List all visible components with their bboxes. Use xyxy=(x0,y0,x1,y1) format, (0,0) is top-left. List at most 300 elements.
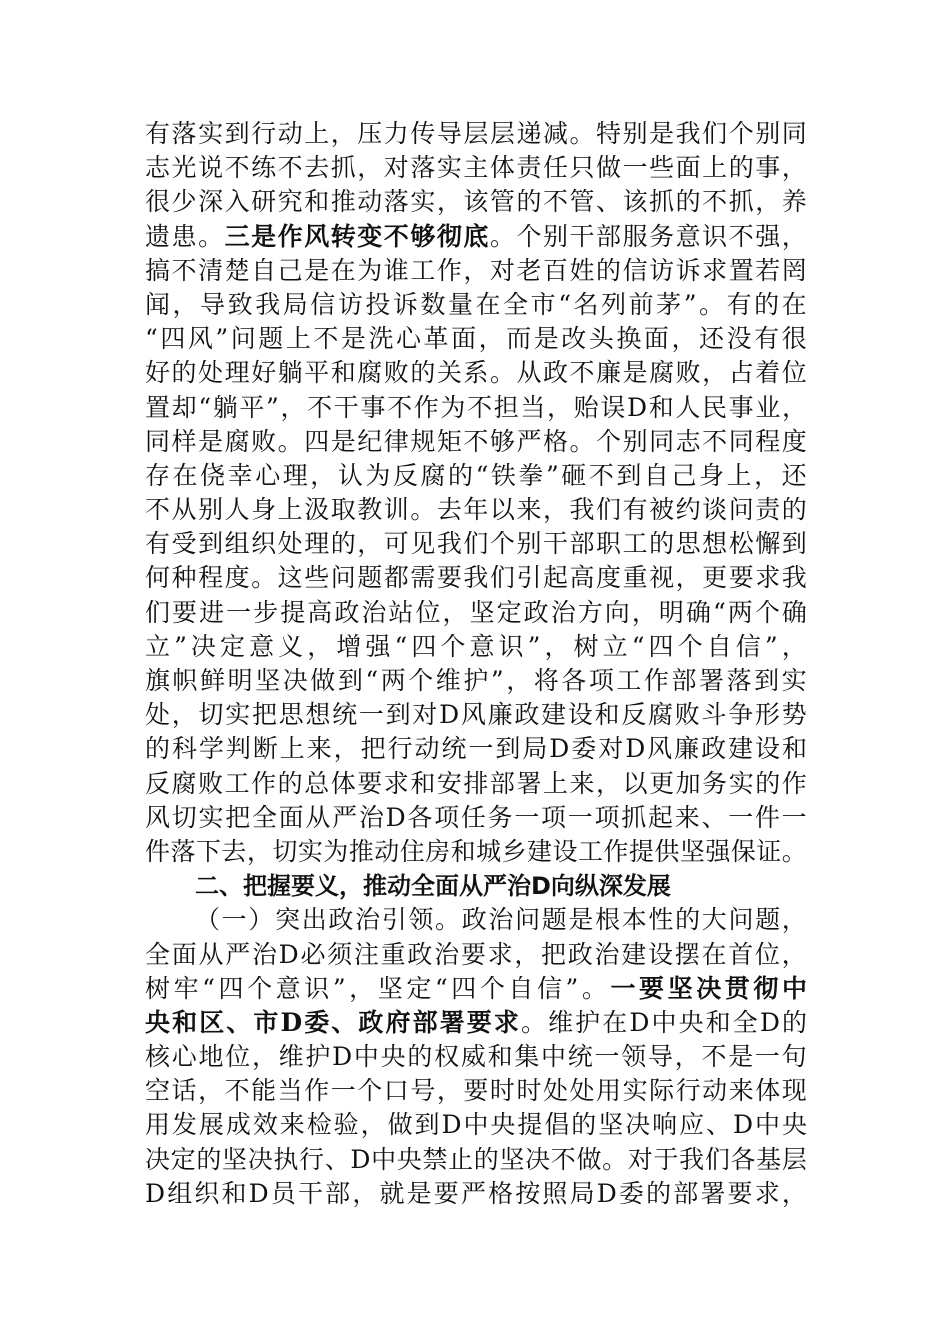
glyph: 鲜 xyxy=(200,666,226,695)
glyph: 和 xyxy=(450,836,476,866)
glyph: 从 xyxy=(305,802,331,832)
glyph: 着 xyxy=(755,358,781,388)
glyph: 动 xyxy=(277,119,303,148)
glyph: 我 xyxy=(675,119,701,148)
glyph: “ xyxy=(712,597,726,627)
glyph: 一 xyxy=(468,734,494,764)
glyph: ， xyxy=(360,1110,386,1140)
glyph: 彻 xyxy=(753,973,779,1003)
glyph: 来 xyxy=(728,1076,754,1106)
glyph: 人 xyxy=(224,495,250,525)
glyph: 核 xyxy=(145,1042,171,1072)
glyph: 是 xyxy=(340,324,366,354)
glyph: 将 xyxy=(533,666,559,695)
glyph: 意 xyxy=(469,631,495,661)
glyph: 位 xyxy=(225,1042,251,1072)
glyph: 别 xyxy=(755,119,781,148)
glyph: 政 xyxy=(523,597,549,627)
glyph: 切 xyxy=(272,836,298,866)
glyph: 做 xyxy=(387,1110,413,1140)
glyph: 样 xyxy=(171,426,197,456)
glyph: D xyxy=(385,802,406,832)
text-line xyxy=(145,254,807,288)
glyph: 口 xyxy=(383,1076,409,1106)
glyph: 的 xyxy=(407,1042,433,1072)
glyph: 各 xyxy=(730,1144,756,1174)
glyph: 幸 xyxy=(227,460,253,490)
glyph: 置 xyxy=(145,392,171,422)
glyph: 句 xyxy=(781,1042,807,1072)
glyph: 。 xyxy=(569,119,595,148)
glyph: ， xyxy=(436,1076,462,1106)
glyph: 认 xyxy=(337,460,363,490)
glyph: 署 xyxy=(439,1007,465,1037)
glyph: 不 xyxy=(542,187,568,217)
glyph: 体 xyxy=(489,153,515,183)
glyph: 部 xyxy=(569,529,595,559)
glyph: 央 xyxy=(781,1110,807,1140)
glyph: 躺 xyxy=(212,392,238,422)
glyph: 还 xyxy=(699,324,725,354)
glyph: 严 xyxy=(225,939,251,969)
glyph: 人 xyxy=(675,392,701,422)
glyph: 决 xyxy=(625,1110,651,1140)
glyph: ， xyxy=(514,939,540,969)
glyph: ， xyxy=(330,119,356,148)
glyph: ， xyxy=(781,939,807,969)
glyph: 败 xyxy=(675,358,701,388)
glyph: 落 xyxy=(410,153,436,183)
glyph: 提 xyxy=(628,836,654,866)
glyph: 罔 xyxy=(781,255,807,285)
glyph: 关 xyxy=(436,358,462,388)
glyph: 性 xyxy=(648,905,674,935)
glyph: 保 xyxy=(730,836,756,866)
glyph: 导 xyxy=(647,1042,673,1072)
glyph: 我 xyxy=(436,529,462,559)
glyph: 的 xyxy=(516,187,542,217)
glyph: 局 xyxy=(569,1178,595,1208)
glyph: 意 xyxy=(275,973,301,1003)
glyph: 明 xyxy=(658,597,684,627)
glyph: 个 xyxy=(440,631,466,661)
glyph: 都 xyxy=(383,563,409,593)
glyph: 斗 xyxy=(701,700,727,730)
glyph: 实 xyxy=(225,700,251,730)
glyph: 干 xyxy=(298,1178,324,1208)
glyph: 导 xyxy=(200,289,226,319)
glyph: 和 xyxy=(781,734,807,764)
glyph: 懈 xyxy=(755,529,781,559)
glyph: 层 xyxy=(781,1144,807,1174)
glyph: 各 xyxy=(561,666,587,695)
glyph: ， xyxy=(251,1042,277,1072)
glyph: 要 xyxy=(172,597,198,627)
glyph: 务 xyxy=(649,221,675,251)
glyph: 实 xyxy=(410,187,436,217)
glyph: 系 xyxy=(463,358,489,388)
glyph: 求 xyxy=(755,563,781,593)
glyph: 建 xyxy=(621,939,647,969)
glyph: 组 xyxy=(224,529,250,559)
glyph: 不 xyxy=(383,221,409,251)
glyph: 向 xyxy=(604,597,630,627)
glyph: 却 xyxy=(171,392,197,422)
glyph: 治 xyxy=(355,905,381,935)
glyph: “ xyxy=(198,392,212,422)
glyph: 建 xyxy=(527,836,553,866)
glyph: 实 xyxy=(728,768,754,798)
glyph: 是 xyxy=(304,255,330,285)
glyph: 转 xyxy=(330,221,356,251)
glyph: 起 xyxy=(542,563,568,593)
glyph: D xyxy=(627,392,648,422)
text-line xyxy=(145,391,807,425)
glyph: 作 xyxy=(251,768,277,798)
glyph: 在 xyxy=(602,1007,628,1037)
glyph: ， xyxy=(478,324,504,354)
glyph: 到 xyxy=(781,529,807,559)
glyph: ， xyxy=(631,597,657,627)
glyph: 和 xyxy=(705,1007,731,1037)
glyph: 各 xyxy=(407,802,433,832)
glyph: 四 xyxy=(304,426,330,456)
glyph: D xyxy=(733,1110,754,1140)
glyph: 坚 xyxy=(222,1144,248,1174)
glyph: 用 xyxy=(596,1076,622,1106)
glyph: 责 xyxy=(516,153,542,183)
glyph: 立 xyxy=(145,631,171,661)
text-line xyxy=(145,732,807,766)
glyph: 实 xyxy=(781,666,807,695)
glyph: 训 xyxy=(383,495,409,525)
glyph: 能 xyxy=(251,1076,277,1106)
glyph: 步 xyxy=(253,597,279,627)
glyph: 要 xyxy=(466,1007,492,1037)
glyph: 织 xyxy=(251,529,277,559)
glyph: 进 xyxy=(199,597,225,627)
glyph: 部 xyxy=(671,666,697,695)
glyph: 部 xyxy=(596,221,622,251)
text-line xyxy=(145,185,807,219)
glyph: ” xyxy=(490,666,504,695)
glyph: 强 xyxy=(365,631,391,661)
glyph: ， xyxy=(171,700,197,730)
glyph: 。 xyxy=(489,221,515,251)
glyph: 理 xyxy=(224,358,250,388)
glyph: ， xyxy=(671,324,697,354)
glyph: 心 xyxy=(255,460,281,490)
glyph: 政 xyxy=(567,939,593,969)
glyph: 治 xyxy=(434,939,460,969)
glyph: 统 xyxy=(567,1042,593,1072)
glyph: 、 xyxy=(226,1007,252,1037)
text-line xyxy=(145,356,807,390)
glyph: 百 xyxy=(542,255,568,285)
glyph: 的 xyxy=(755,768,781,798)
glyph: 谈 xyxy=(702,495,728,525)
glyph: 重 xyxy=(622,563,648,593)
glyph: 别 xyxy=(542,221,568,251)
glyph: 腐 xyxy=(420,460,446,490)
glyph: 委 xyxy=(571,734,597,764)
glyph: 遗 xyxy=(145,221,171,251)
glyph: ， xyxy=(542,495,568,525)
glyph: 项 xyxy=(541,802,567,832)
glyph: 只 xyxy=(569,153,595,183)
glyph: 反 xyxy=(621,700,647,730)
glyph: 两 xyxy=(727,597,753,627)
glyph: 动 xyxy=(357,187,383,217)
glyph: ， xyxy=(506,666,532,695)
glyph: 心 xyxy=(171,1042,197,1072)
glyph: 务 xyxy=(702,768,728,798)
glyph: 不 xyxy=(702,187,728,217)
text-line xyxy=(145,972,807,1006)
glyph: 己 xyxy=(671,460,697,490)
glyph: 很 xyxy=(781,324,807,354)
glyph: 工 xyxy=(622,529,648,559)
glyph: 三 xyxy=(224,221,250,251)
glyph: 们 xyxy=(702,119,728,148)
glyph: 是 xyxy=(649,119,675,148)
glyph: 政 xyxy=(328,905,354,935)
glyph: 受 xyxy=(171,529,197,559)
text-line xyxy=(145,220,807,254)
glyph: 去 xyxy=(436,495,462,525)
glyph: 廉 xyxy=(674,734,700,764)
glyph: 民 xyxy=(702,392,728,422)
glyph: 不 xyxy=(467,392,493,422)
glyph: ， xyxy=(172,289,198,319)
glyph: 工 xyxy=(577,836,603,866)
glyph: 坚 xyxy=(499,1144,525,1174)
glyph: 面 xyxy=(278,802,304,832)
glyph: 落 xyxy=(726,666,752,695)
glyph: 从 xyxy=(516,358,542,388)
glyph: 空 xyxy=(145,1076,171,1106)
glyph: 明 xyxy=(227,666,253,695)
glyph: 乡 xyxy=(501,836,527,866)
glyph: 的 xyxy=(410,358,436,388)
paragraph-problems xyxy=(145,117,807,869)
glyph: 面 xyxy=(675,153,701,183)
glyph: 定 xyxy=(406,973,432,1003)
glyph: 信 xyxy=(536,973,562,1003)
glyph: 护 xyxy=(463,666,489,695)
glyph: ” xyxy=(683,289,697,319)
glyph: 规 xyxy=(410,426,436,456)
glyph: 一 xyxy=(330,1076,356,1106)
glyph: 松 xyxy=(728,529,754,559)
glyph: D xyxy=(278,939,299,969)
glyph: 作 xyxy=(603,836,629,866)
glyph: 拳 xyxy=(518,460,544,490)
glyph: 做 xyxy=(576,1144,602,1174)
glyph: 究 xyxy=(277,187,303,217)
glyph: 列 xyxy=(601,289,627,319)
glyph: 下 xyxy=(195,836,221,866)
glyph: 可 xyxy=(383,529,409,559)
glyph: 话 xyxy=(171,1076,197,1106)
glyph: 到 xyxy=(337,666,363,695)
glyph: 有 xyxy=(145,529,171,559)
glyph: 来 xyxy=(674,802,700,832)
glyph: 信 xyxy=(735,631,761,661)
glyph: 部 xyxy=(673,1178,699,1208)
glyph: 的 xyxy=(330,529,356,559)
glyph: 本 xyxy=(621,905,647,935)
glyph: “ xyxy=(202,973,215,1003)
glyph: ， xyxy=(352,1178,378,1208)
glyph: 事 xyxy=(755,153,781,183)
glyph: ， xyxy=(349,973,375,1003)
glyph: 四 xyxy=(451,973,477,1003)
glyph: 抓 xyxy=(728,187,754,217)
glyph: 想 xyxy=(305,700,331,730)
glyph: 不 xyxy=(387,392,413,422)
glyph: 决 xyxy=(247,1144,273,1174)
glyph: 号 xyxy=(410,1076,436,1106)
glyph: 设 xyxy=(552,836,578,866)
glyph: 信 xyxy=(622,255,648,285)
glyph: 砸 xyxy=(561,460,587,490)
glyph: 干 xyxy=(333,392,359,422)
glyph: 。 xyxy=(435,905,461,935)
glyph: 用 xyxy=(145,1110,171,1140)
glyph: 题 xyxy=(258,324,284,354)
glyph: 决 xyxy=(282,666,308,695)
glyph: 引 xyxy=(516,563,542,593)
glyph: 。 xyxy=(251,563,277,593)
glyph: 以 xyxy=(622,768,648,798)
glyph: 止 xyxy=(448,1144,474,1174)
glyph: 检 xyxy=(306,1110,332,1140)
glyph: 到 xyxy=(495,734,521,764)
glyph: 位 xyxy=(754,939,780,969)
glyph: 四 xyxy=(648,631,674,661)
glyph: 深 xyxy=(198,187,224,217)
glyph: 志 xyxy=(675,426,701,456)
glyph: 实 xyxy=(622,1076,648,1106)
glyph: D xyxy=(625,734,646,764)
glyph: 需 xyxy=(410,563,436,593)
glyph: 没 xyxy=(726,324,752,354)
glyph: 确 xyxy=(685,597,711,627)
glyph: 矩 xyxy=(436,426,462,456)
glyph: ， xyxy=(198,1076,224,1106)
glyph: “ xyxy=(365,666,379,695)
glyph: ， xyxy=(333,734,359,764)
glyph: 反 xyxy=(145,768,171,798)
glyph: 时 xyxy=(516,1076,542,1106)
glyph: 护 xyxy=(305,1042,331,1072)
glyph: 来 xyxy=(279,1110,305,1140)
glyph: 干 xyxy=(542,529,568,559)
glyph: 作 xyxy=(277,221,303,251)
glyph: 严 xyxy=(332,802,358,832)
glyph: 减 xyxy=(542,119,568,148)
glyph: 何 xyxy=(145,563,171,593)
glyph: 们 xyxy=(489,563,515,593)
document-page xyxy=(145,117,807,1211)
glyph: 政 xyxy=(407,939,433,969)
glyph: 禁 xyxy=(422,1144,448,1174)
glyph: 志 xyxy=(145,153,171,183)
glyph: 一 xyxy=(781,802,807,832)
glyph: 落 xyxy=(383,187,409,217)
text-line xyxy=(145,938,807,972)
glyph: 和 xyxy=(410,768,436,798)
glyph: D xyxy=(280,1007,303,1037)
glyph: 排 xyxy=(463,768,489,798)
glyph: 特 xyxy=(596,119,622,148)
glyph: 上 xyxy=(542,768,568,798)
glyph: 对 xyxy=(627,1144,653,1174)
glyph: 发 xyxy=(171,1110,197,1140)
glyph: 到 xyxy=(616,460,642,490)
glyph: 到 xyxy=(414,1110,440,1140)
glyph: 切 xyxy=(171,802,197,832)
glyph: 断 xyxy=(252,734,278,764)
glyph: 决 xyxy=(525,1144,551,1174)
glyph: 一 xyxy=(610,973,636,1003)
glyph: 件 xyxy=(145,836,171,866)
glyph: 行 xyxy=(299,1144,325,1174)
glyph: D xyxy=(549,734,570,764)
glyph: 格 xyxy=(488,1178,514,1208)
text-line xyxy=(145,767,807,801)
glyph: 而 xyxy=(506,324,532,354)
glyph: D xyxy=(145,1178,166,1208)
glyph: 问 xyxy=(515,905,541,935)
glyph: 服 xyxy=(622,221,648,251)
glyph: 出 xyxy=(301,905,327,935)
glyph: 求 xyxy=(493,1007,519,1037)
glyph: 统 xyxy=(441,734,467,764)
glyph: 铁 xyxy=(490,460,516,490)
glyph: 头 xyxy=(588,324,614,354)
glyph: 科 xyxy=(171,734,197,764)
glyph: 自 xyxy=(251,255,277,285)
glyph: 帜 xyxy=(172,666,198,695)
glyph: 度 xyxy=(781,426,807,456)
glyph: 治 xyxy=(361,597,387,627)
glyph: 在 xyxy=(172,460,198,490)
glyph: 面 xyxy=(451,324,477,354)
glyph: 有 xyxy=(754,324,780,354)
glyph: 决 xyxy=(190,631,216,661)
glyph: 要 xyxy=(436,563,462,593)
glyph: 部 xyxy=(412,1007,438,1037)
glyph: 央 xyxy=(678,1007,704,1037)
glyph: 们 xyxy=(145,597,171,627)
glyph: 我 xyxy=(679,1144,705,1174)
glyph: D xyxy=(596,1178,617,1208)
glyph: ， xyxy=(436,187,462,217)
glyph: 统 xyxy=(332,700,358,730)
glyph: 行 xyxy=(251,119,277,148)
glyph: 度 xyxy=(596,563,622,593)
glyph: 想 xyxy=(702,529,728,559)
glyph: 要 xyxy=(463,1076,489,1106)
glyph: 实 xyxy=(198,802,224,832)
glyph: 诉 xyxy=(675,255,701,285)
glyph: 为 xyxy=(323,836,349,866)
glyph: 问 xyxy=(330,563,356,593)
glyph: 推 xyxy=(348,836,374,866)
glyph: 格 xyxy=(542,426,568,456)
